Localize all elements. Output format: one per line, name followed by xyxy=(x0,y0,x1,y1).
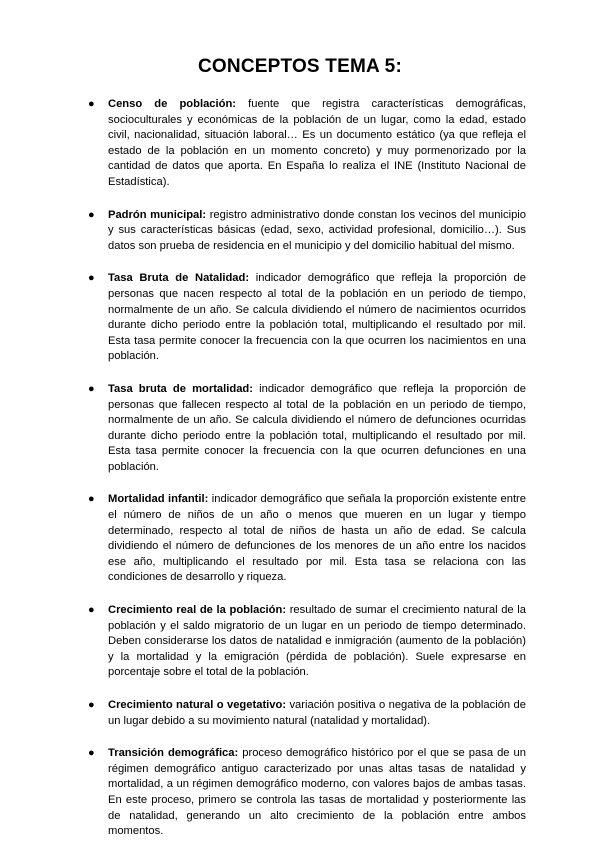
concept-term: Crecimiento natural o vegetativo: xyxy=(108,699,287,711)
concept-text xyxy=(108,603,526,681)
concept-term: Mortalidad infantil: xyxy=(108,493,209,506)
bullet-icon: ● xyxy=(88,272,95,285)
bullet-icon: ● xyxy=(88,747,95,760)
concept-text xyxy=(108,698,526,729)
concept-item-transicion xyxy=(0,746,600,840)
concept-term: Tasa bruta de mortalidad: xyxy=(108,382,253,395)
concept-text xyxy=(108,208,526,255)
concept-item-padron xyxy=(0,208,600,255)
concept-definition: indicador demográfico que señala la proporción existente entre el número de niños de un año o menos que mueren en un lugar y tiempo determinado, respecto al total de niños de hasta un año de edad. Se calcula dividiendo el número de defunciones de los menores de un año entre los nacidos ese año, multiplicando el resultado por mil. Esta tasa se relaciona con las condiciones de desarrollo y riqueza. xyxy=(108,493,527,584)
concept-term: Transición demográfica: xyxy=(108,747,239,760)
concept-item-crecimiento-real xyxy=(0,603,600,681)
bullet-icon: ● xyxy=(88,98,95,110)
concept-term: Tasa Bruta de Natalidad: xyxy=(108,272,250,285)
concept-term: Padrón municipal: xyxy=(108,208,207,221)
concept-term: Crecimiento real de la población: xyxy=(108,604,287,617)
concept-term: Censo de población: xyxy=(108,98,237,110)
page-title: CONCEPTOS TEMA 5: xyxy=(198,56,402,77)
bullet-icon: ● xyxy=(88,604,95,617)
concept-item-mortalidad xyxy=(0,382,600,476)
bullet-icon: ● xyxy=(88,208,95,221)
concept-text xyxy=(108,97,526,191)
concept-text xyxy=(108,382,526,476)
concept-item-mortalidad-infantil xyxy=(0,492,600,586)
concept-definition: fuente que registra características demográficas, socioculturales y económicas de la población de un lugar, como la edad, estado civil, nacionalidad, situación laboral… Es un documento estático (ya que refleja el estado de la población en un momento concreto) y muy pormenorizado por la cantidad de datos que aporta. En España lo realiza el INE (Instituto Nacional de Estadística). xyxy=(108,98,526,188)
concept-text xyxy=(108,746,526,840)
concept-definition: variación positiva o negativa de la población de un lugar debido a su movimiento natural (natalidad y mortalidad). xyxy=(108,699,526,727)
concept-definition: proceso demográfico histórico por el que se pasa de un régimen demográfico antiguo caracterizado por unas altas tasas de natalidad y mortalidad, a un régimen demográfico moderno, con valores bajos de ambas tasas. En este proceso, primero se controla las tasas de mortalidad y posteriormente las de natalidad, generando un alto crecimiento de la población entre ambos momentos. xyxy=(108,747,526,838)
concept-list xyxy=(0,97,600,857)
concept-item-crecimiento-natural xyxy=(0,698,600,729)
bullet-icon: ● xyxy=(88,382,95,395)
concept-definition: resultado de sumar el crecimiento natural de la población y el saldo migratorio de un lugar en un periodo de tiempo determinado. Deben considerarse los datos de natalidad e inmigración (aumento de la población) y la mortalidad y la emigración (pérdida de población). Suele expresarse en porcentaje sobre el total de la población. xyxy=(108,604,526,679)
concept-item-censo xyxy=(0,97,600,191)
concept-text xyxy=(108,492,526,586)
concept-definition: indicador demográfico que refleja la proporción de personas que nacen respecto al total de la población en un periodo de tiempo, normalmente de un año. Se calcula dividiendo el número de nacimientos ocurridos durante dicho periodo entre la población total, multiplicando el resultado por mil. Esta tasa permite conocer la frecuencia con la que ocurren los nacimientos en una población. xyxy=(108,272,526,363)
bullet-icon: ● xyxy=(88,493,95,506)
concept-text xyxy=(108,271,526,365)
concept-definition: indicador demográfico que refleja la proporción de personas que fallecen respecto al total de la población en un periodo de tiempo, normalmente de un año. Se calcula dividiendo el número de defunciones ocurridas durante dicho periodo entre la población total, multiplicando el resultado por mil. Esta tasa permite conocer la frecuencia con la que ocurren defunciones en una población. xyxy=(108,382,527,473)
bullet-icon: ● xyxy=(88,699,95,711)
concept-definition: registro administrativo donde constan los vecinos del municipio y sus características básicas (edad, sexo, actividad profesional, domicilio…). Sus datos son prueba de residencia en el municipio y del domicilio habitual del mismo. xyxy=(108,208,526,252)
concept-item-natalidad xyxy=(0,271,600,365)
